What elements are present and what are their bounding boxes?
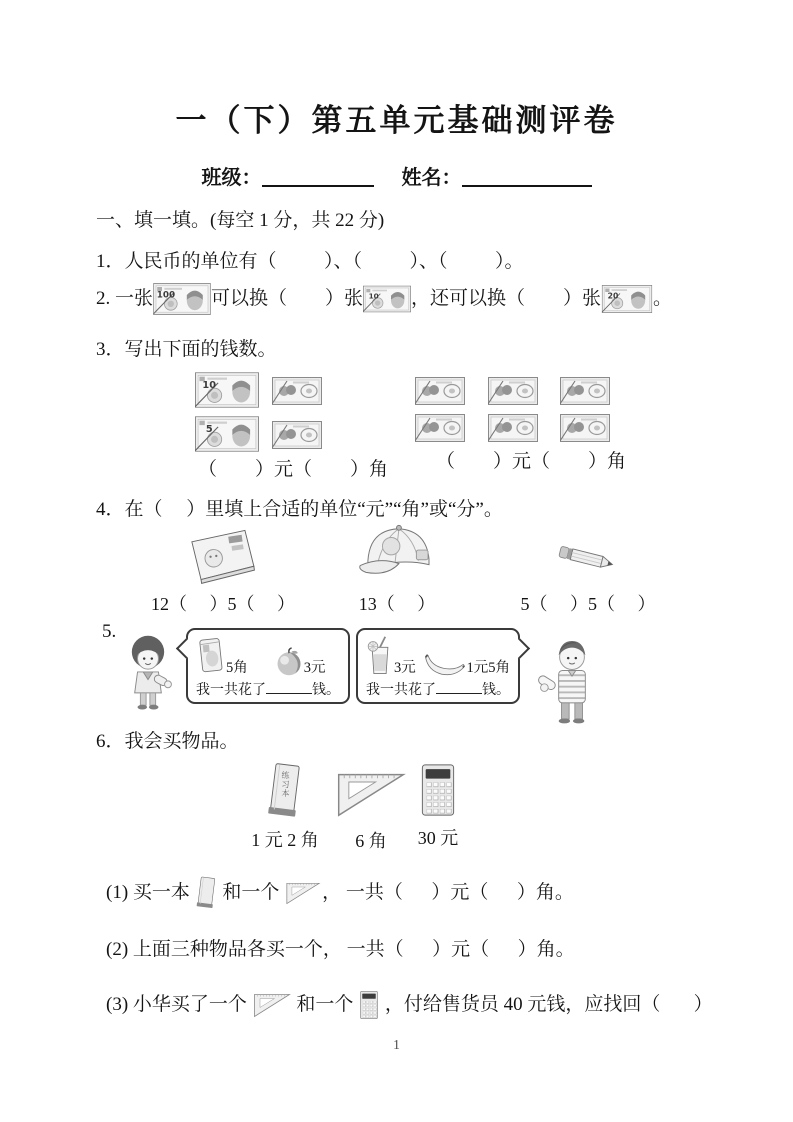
q2-text-mid1: 可以换（ ）张 <box>211 287 364 309</box>
bubble2-suffix: 钱。 <box>482 683 510 698</box>
banana-icon <box>423 651 467 677</box>
q6-3-text-end: ，付给售货员 40 元钱，应找回（ ） <box>380 993 713 1015</box>
jiao-banknote-icon <box>560 414 610 442</box>
q5-speech-bubble-girl <box>186 628 350 704</box>
q5-bubble1-sentence <box>196 679 340 699</box>
bubble1-prefix: 我一共花了 <box>196 683 266 698</box>
triangle-price: 6 角 <box>355 831 387 851</box>
banknote-20-value: 20 <box>607 291 619 301</box>
q3-right-answer: （ ）元（ ）角 <box>436 451 627 472</box>
banknote-10-value: 10 <box>368 291 379 301</box>
q4-book-label: 12（ ）5（ ） <box>151 594 295 614</box>
q2-text-pre: 2. 一张 <box>96 287 154 309</box>
pencil-icon <box>552 542 624 584</box>
question-4-heading: 4．在（ ）里填上合适的单位“元”“角”或“分”。 <box>96 499 503 520</box>
triangle-ruler-icon <box>252 992 292 1018</box>
class-label: 班级： <box>201 167 262 189</box>
jiao-banknote-icon <box>272 377 322 405</box>
class-name-line <box>0 165 793 191</box>
q6-3-text-pre: (3) 小华买了一个 <box>106 993 252 1015</box>
calculator-price: 30 元 <box>417 828 459 848</box>
banana-price: 1元5角 <box>466 660 510 676</box>
triangle-ruler-icon <box>335 770 407 818</box>
snack-price: 5角 <box>226 660 248 676</box>
question-6-2: (2) 上面三种物品各买一个， 一共（ ）元（ ）角。 <box>106 939 575 960</box>
jiao-banknote-icon <box>488 377 538 405</box>
apple-price: 3元 <box>303 660 326 676</box>
section-one-heading: 一、填一填。(每空 1 分，共 22 分) <box>96 210 385 231</box>
jiao-banknote-icon <box>415 414 465 442</box>
bubble1-blank <box>266 679 312 694</box>
q4-cap-label: 13（ ） <box>358 594 436 614</box>
boy-illustration <box>532 636 612 724</box>
question-1: 1．人民币的单位有（ ）、（ ）、（ ）。 <box>96 251 524 272</box>
apple-icon <box>274 647 304 677</box>
question-2 <box>96 283 672 315</box>
q6-1-text-pre: (1) 买一本 <box>106 881 195 903</box>
banknote-10-icon <box>195 372 259 408</box>
picture-book-icon <box>184 526 262 584</box>
notebook-icon <box>195 876 218 910</box>
banknote-5-value: 5 <box>205 424 213 436</box>
girl-illustration <box>118 632 178 710</box>
class-blank <box>262 165 374 187</box>
q6-1-text-mid: 和一个 <box>217 881 285 903</box>
triangle-ruler-icon <box>284 881 322 905</box>
q6-3-text-mid: 和一个 <box>291 993 359 1015</box>
juice-icon <box>366 635 394 677</box>
jiao-banknote-icon <box>415 377 465 405</box>
banknote-20-icon <box>601 285 653 313</box>
banknote-10-value: 10 <box>202 380 217 392</box>
q4-item-picture-book <box>128 526 318 616</box>
q5-bubble1-items <box>196 635 340 677</box>
q4-item-cap <box>322 520 472 616</box>
question-6-3 <box>106 990 713 1020</box>
q4-item-pencil <box>498 542 678 616</box>
juice-price: 3元 <box>394 660 416 676</box>
jiao-banknote-icon <box>488 414 538 442</box>
banknote-100-icon <box>153 283 211 315</box>
cap-icon <box>354 520 440 584</box>
calculator-icon <box>358 990 380 1020</box>
q5-bubble2-items <box>366 635 510 677</box>
notebook-cover-label: 练习本 <box>281 771 290 798</box>
page-number: 1 <box>393 1037 400 1052</box>
q2-text-end: 。 <box>653 287 673 309</box>
question-6-1 <box>106 876 574 910</box>
jiao-banknote-icon <box>272 421 322 449</box>
question-6-heading: 6．我会买物品。 <box>96 731 239 752</box>
q3-left-answer: （ ）元（ ）角 <box>198 459 389 480</box>
banknote-10-icon <box>363 285 411 313</box>
page-title: 一（下）第五单元基础测评卷 <box>175 103 618 138</box>
bubble1-suffix: 钱。 <box>312 683 340 698</box>
q4-pencil-label: 5（ ）5（ ） <box>520 594 656 614</box>
bubble2-blank <box>436 679 482 694</box>
calculator-icon <box>420 762 456 818</box>
q6-1-text-end: ， 一共（ ）元（ ）角。 <box>322 881 574 903</box>
question-5-number: 5. <box>102 621 117 642</box>
bubble2-prefix: 我一共花了 <box>366 683 436 698</box>
name-label: 姓名： <box>401 167 462 189</box>
name-blank <box>462 165 592 187</box>
jiao-banknote-icon <box>560 377 610 405</box>
q5-bubble2-sentence <box>366 679 510 699</box>
notebook-price: 1 元 2 角 <box>251 830 319 850</box>
banknote-100-value: 100 <box>156 290 176 301</box>
question-3-heading: 3．写出下面的钱数。 <box>96 339 277 360</box>
q2-text-mid2: ，还可以换（ ）张 <box>411 287 602 309</box>
q6-item-calculator <box>398 762 478 850</box>
banknote-5-icon <box>195 416 259 452</box>
snack-icon <box>196 635 226 677</box>
notebook-wrap <box>266 762 304 820</box>
q5-speech-bubble-boy <box>356 628 520 704</box>
